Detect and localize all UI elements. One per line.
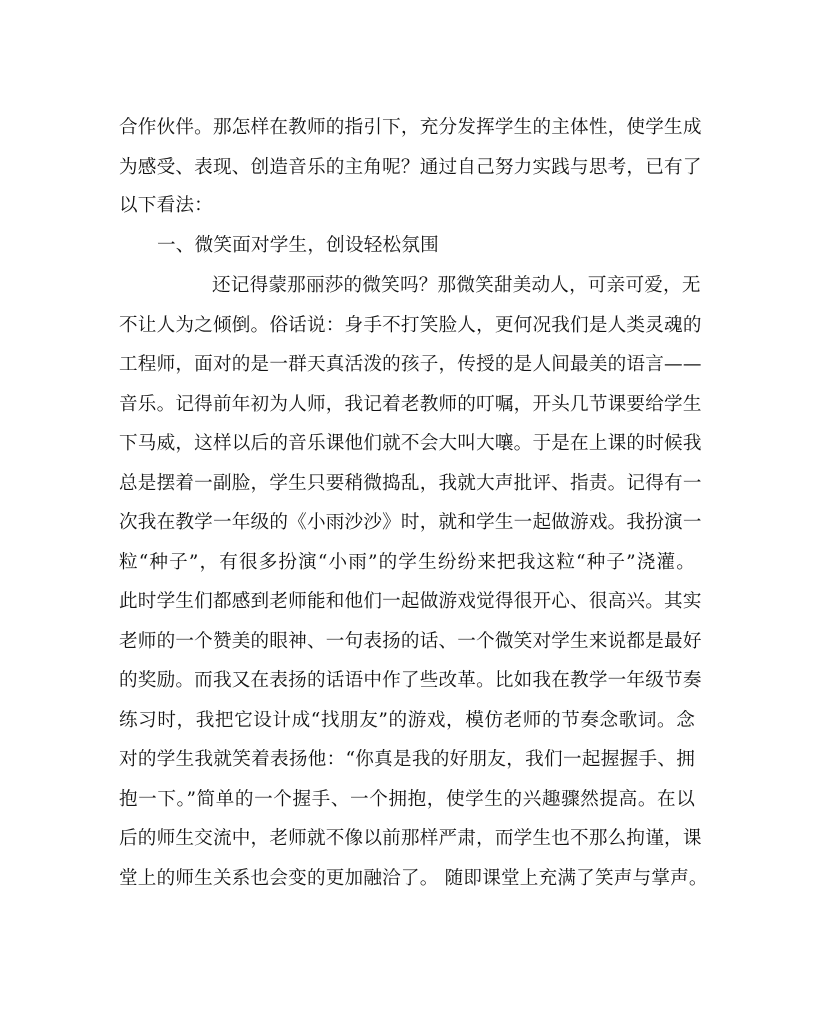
paragraph-line: 抱一下。”简单的一个握手、一个拥抱，使学生的兴趣骤然提高。在以	[119, 789, 695, 810]
paragraph-line: 不让人为之倾倒。俗话说：身手不打笑脸人，更何况我们是人类灵魂的	[119, 315, 702, 336]
intro-line: 合作伙伴。那怎样在教师的指引下，充分发挥学生的主体性，使学生成	[119, 117, 702, 138]
paragraph-line: 的奖励。而我又在表扬的话语中作了些改革。比如我在教学一年级节奏	[119, 670, 702, 691]
paragraph-line: 此时学生们都感到老师能和他们一起做游戏觉得很开心、很高兴。其实	[119, 591, 702, 612]
paragraph-first-line: 还记得蒙那丽莎的微笑吗？那微笑甜美动人，可亲可爱，无	[212, 275, 701, 296]
paragraph-line: 堂上的师生关系也会变的更加融洽了。 随即课堂上充满了笑声与掌声。	[119, 868, 708, 889]
paragraph-line: 音乐。记得前年初为人师，我记着老教师的叮嘱，开头几节课要给学生	[119, 394, 702, 415]
paragraph-line: 练习时，我把它设计成“找朋友”的游戏，模仿老师的节奏念歌词。念	[119, 710, 695, 731]
paragraph-line: 次我在教学一年级的《小雨沙沙》时，就和学生一起做游戏。我扮演一	[119, 512, 702, 533]
section-heading: 一、微笑面对学生，创设轻松氛围	[157, 235, 439, 256]
paragraph-line: 总是摆着一副脸，学生只要稍微捣乱，我就大声批评、指责。记得有一	[119, 473, 702, 494]
intro-line: 以下看法：	[119, 195, 213, 216]
paragraph-line: 工程师，面对的是一群天真活泼的孩子，传授的是人间最美的语言——	[119, 354, 702, 375]
paragraph-line: 对的学生我就笑着表扬他：“你真是我的好朋友，我们一起握握手、拥	[119, 749, 695, 770]
paragraph-line: 粒“种子”，有很多扮演“小雨”的学生纷纷来把我这粒“种子”浇灌。	[119, 552, 695, 573]
intro-line: 为感受、表现、创造音乐的主角呢？通过自己努力实践与思考，已有了	[119, 157, 702, 178]
paragraph-line: 老师的一个赞美的眼神、一句表扬的话、一个微笑对学生来说都是最好	[119, 631, 702, 652]
paragraph-line: 下马威，这样以后的音乐课他们就不会大叫大嚷。于是在上课的时候我	[119, 433, 702, 454]
paragraph-line: 后的师生交流中，老师就不像以前那样严肃，而学生也不那么拘谨，课	[119, 828, 702, 849]
